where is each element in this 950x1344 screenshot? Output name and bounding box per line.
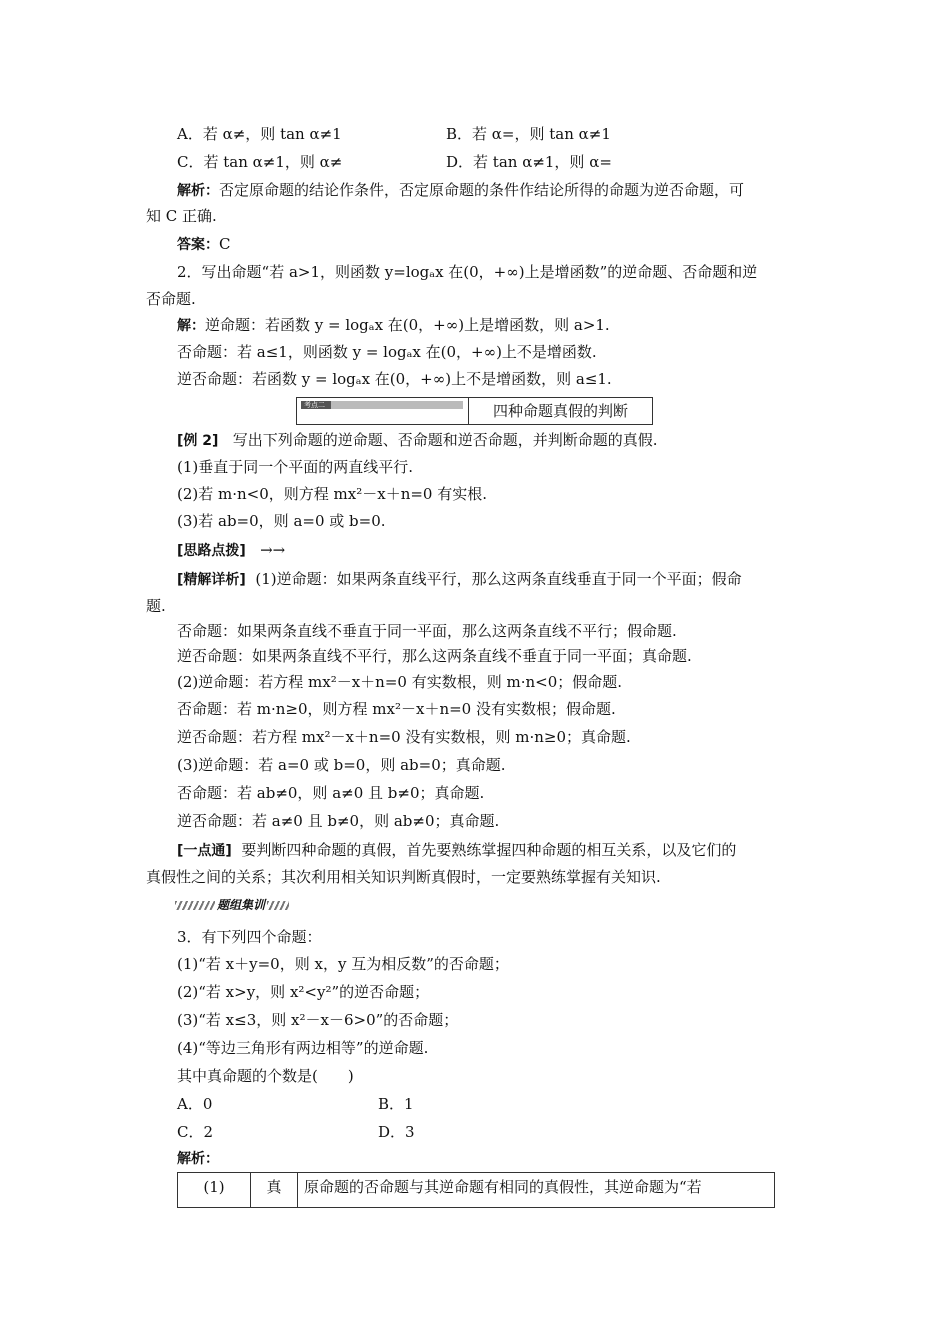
example2-note-1: 要判断四种命题的真假，首先要熟练掌握四种命题的相互关系，以及它们的 [241,841,737,859]
stripes-right-icon [267,901,289,910]
section-banner-label: 考点二 [304,401,325,409]
example2-detail-6: 逆否命题：若方程 mx²－x＋n=0 没有实数根，则 m·n≥0；真命题. [177,728,631,746]
example2-detail-1: (1)逆命题：如果两条直线平行，那么这两条直线垂直于同一个平面；假命 [255,570,742,588]
q1-analysis [177,180,744,201]
example2-detail [177,569,742,590]
q1-option-c: C．若 tan α≠1，则 α≠ [177,153,343,171]
example2-detail-8: 否命题：若 ab≠0，则 a≠0 且 b≠0；真命题. [177,784,485,802]
section-title: 四种命题真假的判断 [492,402,628,420]
exercise-group-label: 题组集训 [217,898,266,912]
q3-ask: 其中真命题的个数是( ) [177,1067,354,1085]
q3-statement-1: (1)“若 x＋y=0，则 x，y 互为相反数”的否命题； [177,955,509,973]
q3-option-d: D．3 [378,1123,415,1141]
example2-prop-3: (3)若 ab=0，则 a=0 或 b=0. [177,512,386,530]
q1-analysis-label: 解析： [177,183,219,199]
example2-detail-2: 否命题：如果两条直线不垂直于同一平面，那么这两条直线不平行；假命题. [177,622,677,640]
example2-detail-1b: 题. [146,597,166,615]
q1-answer [177,234,230,255]
q3-stem: 3．有下列四个命题： [177,928,322,946]
example2-hint [177,540,285,561]
q3-statement-3: (3)“若 x≤3，则 x²－x－6>0”的否命题； [177,1011,459,1029]
example2-detail-7: (3)逆命题：若 a=0 或 b=0，则 ab=0；真命题. [177,756,506,774]
example2-stem [177,430,658,451]
q3-option-a: A．0 [177,1095,213,1113]
q1-analysis-text: 否定原命题的结论作条件，否定原命题的条件作结论所得的命题为逆否命题，可 [219,181,745,199]
stripes-left-icon [175,901,215,910]
section-banner [296,397,653,425]
q1-answer-value: C [219,235,231,253]
example2-stem-text: 写出下列命题的逆命题、否命题和逆否命题，并判断命题的真假. [232,431,658,449]
example2-detail-tag: [精解详析] [177,572,246,588]
q1-analysis-cont: 知 C 正确. [146,207,217,225]
example2-prop-1: (1)垂直于同一个平面的两直线平行. [177,458,414,476]
q2-solution-label: 解： [177,318,205,334]
table-row [178,1173,775,1208]
exercise-group-header [175,897,287,913]
explanation-table [177,1172,775,1208]
section-banner-bar [301,401,463,409]
q2-stem: 2．写出命题“若 a>1，则函数 y=logₐx 在(0，+∞)上是增函数”的逆命题、否命题和逆 [177,263,758,281]
example2-detail-4: (2)逆命题：若方程 mx²－x＋n=0 有实数根，则 m·n<0；假命题. [177,673,623,691]
table-cell-index: (1) [178,1173,251,1208]
table-cell-reason: 原命题的否命题与其逆命题有相同的真假性，其逆命题为“若 [298,1173,775,1208]
example2-detail-3: 逆否命题：如果两条直线不平行，那么这两条直线不垂直于同一平面；真命题. [177,647,692,665]
example2-note-tag: [一点通] [177,843,232,859]
q2-solution-3: 逆否命题：若函数 y = logₐx 在(0，+∞)上不是增函数，则 a≤1. [177,370,612,388]
example2-hint-tag: [思路点拨] [177,543,246,559]
section-banner-left [297,398,469,424]
q3-option-c: C．2 [177,1123,214,1141]
example2-prop-2: (2)若 m·n<0，则方程 mx²－x＋n=0 有实根. [177,485,488,503]
q2-solution-2: 否命题：若 a≤1，则函数 y = logₐx 在(0，+∞)上不是增函数. [177,343,597,361]
table-cell-verdict: 真 [251,1173,298,1208]
example2-tag: [例 2] [177,433,219,449]
q3-statement-2: (2)“若 x>y，则 x²<y²”的逆否命题； [177,983,430,1001]
example2-hint-arrows: →→ [260,541,286,559]
q2-solution-1 [177,315,610,336]
q1-option-b: B．若 α=，则 tan α≠1 [446,125,611,143]
q3-option-b: B．1 [378,1095,414,1113]
q2-solution-1-text: 逆命题：若函数 y = logₐx 在(0，+∞)上是增函数，则 a>1. [205,316,610,334]
q1-answer-label: 答案： [177,237,219,253]
q3-analysis-label: 解析： [177,1151,219,1167]
example2-note-2: 真假性之间的关系；其次利用相关知识判断真假时，一定要熟练掌握有关知识. [146,868,661,886]
q2-stem-cont: 否命题. [146,290,196,308]
example2-detail-9: 逆否命题：若 a≠0 且 b≠0，则 ab≠0；真命题. [177,812,500,830]
q1-option-d: D．若 tan α≠1，则 α= [446,153,612,171]
q3-statement-4: (4)“等边三角形有两边相等”的逆命题. [177,1039,429,1057]
example2-detail-5: 否命题：若 m·n≥0，则方程 mx²－x＋n=0 没有实数根；假命题. [177,700,616,718]
example2-note [177,840,736,861]
q1-option-a: A．若 α≠，则 tan α≠1 [177,125,342,143]
